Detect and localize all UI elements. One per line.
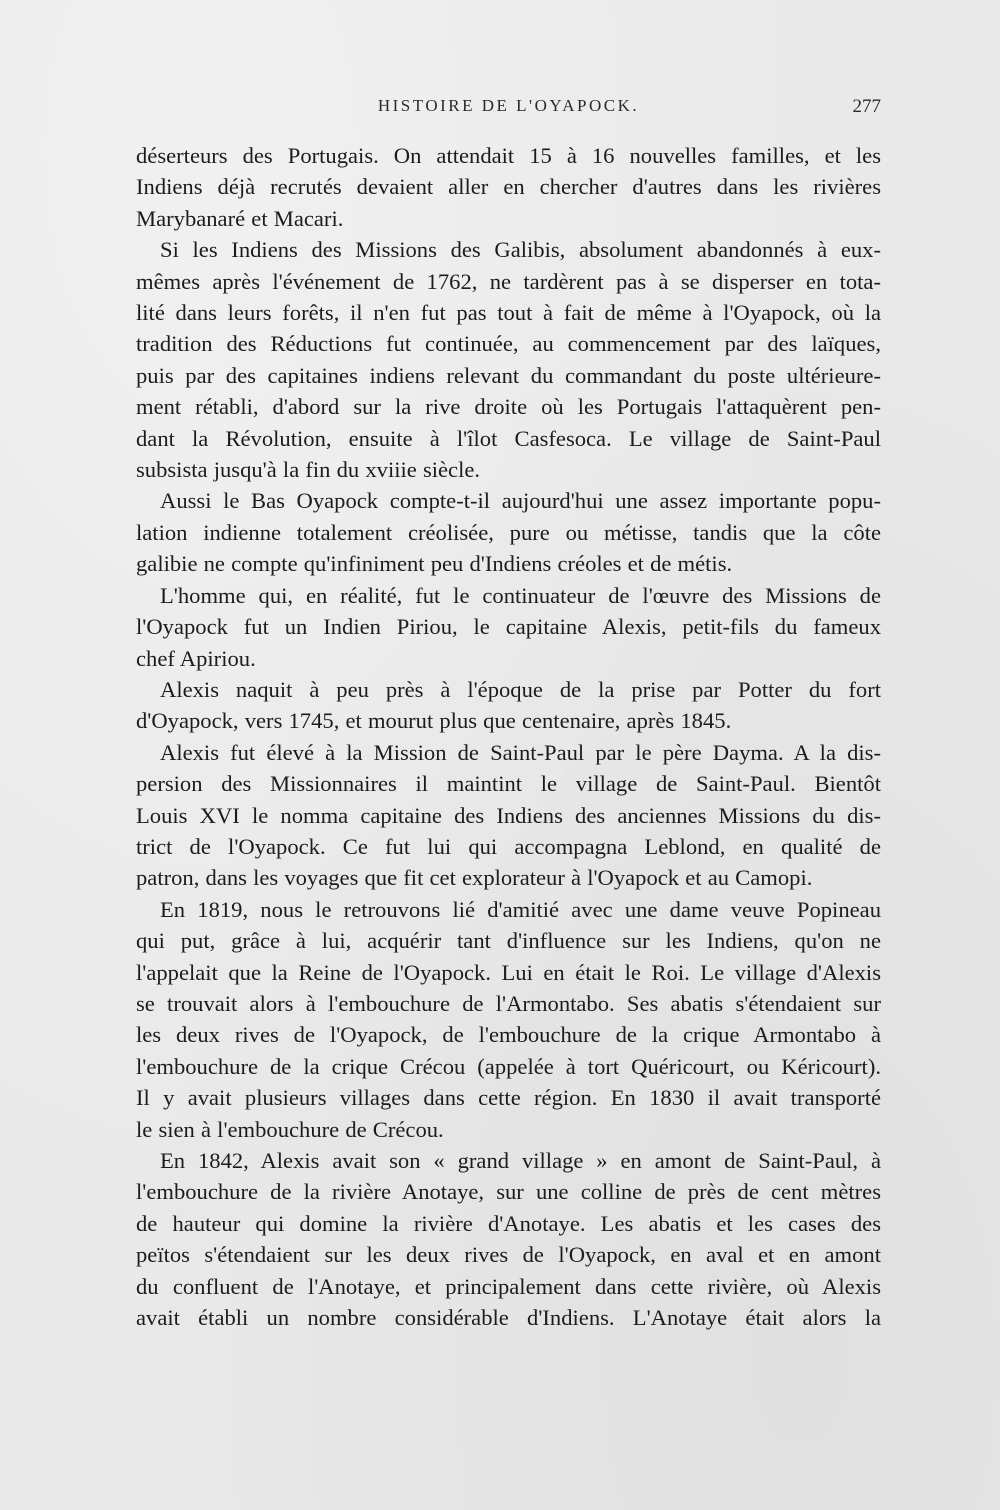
text-line: mêmes après l'événement de 1762, ne tardèrent pas à se disperser en tota- xyxy=(136,268,881,294)
text-line: peïtos s'étendaient sur les deux rives de l'Oyapock, en aval et en amont xyxy=(136,1242,881,1268)
text-line: En 1842, Alexis avait son « grand village » en amont de Saint-Paul, à xyxy=(160,1148,881,1173)
text-line: qui put, grâce à lui, acquérir tant d'influence sur les Indiens, qu'on ne xyxy=(136,928,881,954)
text-line: d'Oyapock, vers 1745, et mourut plus que centenaire, après 1845. xyxy=(136,708,732,734)
paragraph xyxy=(136,580,881,674)
text-line: L'homme qui, en réalité, fut le continuateur de l'œuvre des Missions de xyxy=(160,582,881,608)
paragraph xyxy=(136,737,881,894)
text-line: tradition des Réductions fut continuée, au commencement par des laïques, xyxy=(136,331,881,357)
text-line: l'embouchure de la crique Crécou (appelée à tort Quéricourt, ou Kéricourt). xyxy=(136,1053,881,1079)
text-line: Aussi le Bas Oyapock compte-t-il aujourd'hui une assez importante popu- xyxy=(160,488,881,514)
paragraph xyxy=(136,674,881,737)
text-line: avait établi un nombre considérable d'Indiens. L'Anotaye était alors la xyxy=(136,1305,881,1331)
text-line: Louis XVI le nomma capitaine des Indiens des anciennes Missions du dis- xyxy=(136,802,881,828)
text-line: chef Apiriou. xyxy=(136,645,256,671)
text-line: le sien à l'embouchure de Crécou. xyxy=(136,1116,444,1142)
paragraph xyxy=(136,140,881,234)
text-line: lation indienne totalement créolisée, pure ou métisse, tandis que la côte xyxy=(136,519,881,545)
text-line: ment rétabli, d'abord sur la rive droite où les Portugais l'attaquèrent pen- xyxy=(136,394,881,420)
text-line: les deux rives de l'Oyapock, de l'embouchure de la crique Armontabo à xyxy=(136,1022,881,1048)
text-line: du confluent de l'Anotaye, et principalement dans cette rivière, où Alexis xyxy=(136,1273,881,1299)
text-line: dant la Révolution, ensuite à l'îlot Casfesoca. Le village de Saint-Paul xyxy=(136,425,881,451)
text-line: l'appelait que la Reine de l'Oyapock. Lui en était le Roi. Le village d'Alexis xyxy=(136,959,881,985)
text-line: Indiens déjà recrutés devaient aller en chercher d'autres dans les rivières xyxy=(136,174,881,200)
text-line: Marybanaré et Macari. xyxy=(136,205,344,231)
text-line: puis par des capitaines indiens relevant du commandant du poste ultérieure- xyxy=(136,362,881,388)
text-line: En 1819, nous le retrouvons lié d'amitié avec une dame veuve Popineau xyxy=(160,896,881,922)
text-line: persion des Missionnaires il maintint le village de Saint-Paul. Bientôt xyxy=(136,771,881,797)
running-title: HISTOIRE DE L'OYAPOCK. xyxy=(377,96,640,115)
text-line: de hauteur qui domine la rivière d'Anotaye. Les abatis et les cases des xyxy=(136,1210,881,1236)
text-line: lité dans leurs forêts, il n'en fut pas tout à fait de même à l'Oyapock, où la xyxy=(136,300,881,326)
text-line: trict de l'Oyapock. Ce fut lui qui accompagna Leblond, en qualité de xyxy=(136,833,881,859)
text-line: patron, dans les voyages que fit cet explorateur à l'Oyapock et au Camopi. xyxy=(136,865,813,891)
text-line: Alexis fut élevé à la Mission de Saint-Paul par le père Dayma. A la dis- xyxy=(160,739,881,765)
text-line: subsista jusqu'à la fin du xviiie siècle. xyxy=(136,457,481,483)
paragraph-list xyxy=(136,140,881,1333)
text-line: l'Oyapock fut un Indien Piriou, le capitaine Alexis, petit-fils du fameux xyxy=(136,614,881,640)
body-text xyxy=(136,140,881,1333)
text-line: déserteurs des Portugais. On attendait 15 à 16 nouvelles familles, et les xyxy=(136,143,881,168)
text-line: Si les Indiens des Missions des Galibis, absolument abandonnés à eux- xyxy=(160,237,881,263)
paragraph xyxy=(136,1145,881,1333)
page-number: 277 xyxy=(852,96,881,117)
paragraph xyxy=(136,894,881,1145)
text-line: Il y avait plusieurs villages dans cette région. En 1830 il avait transporté xyxy=(136,1085,881,1111)
running-head xyxy=(136,96,881,126)
paragraph xyxy=(136,234,881,485)
paragraph xyxy=(136,485,881,579)
text-line: se trouvait alors à l'embouchure de l'Armontabo. Ses abatis s'étendaient sur xyxy=(136,990,881,1016)
text-line: galibie ne compte qu'infiniment peu d'Indiens créoles et de métis. xyxy=(136,551,733,577)
text-line: Alexis naquit à peu près à l'époque de la prise par Potter du fort xyxy=(160,676,881,702)
text-line: l'embouchure de la rivière Anotaye, sur une colline de près de cent mètres xyxy=(136,1179,881,1205)
